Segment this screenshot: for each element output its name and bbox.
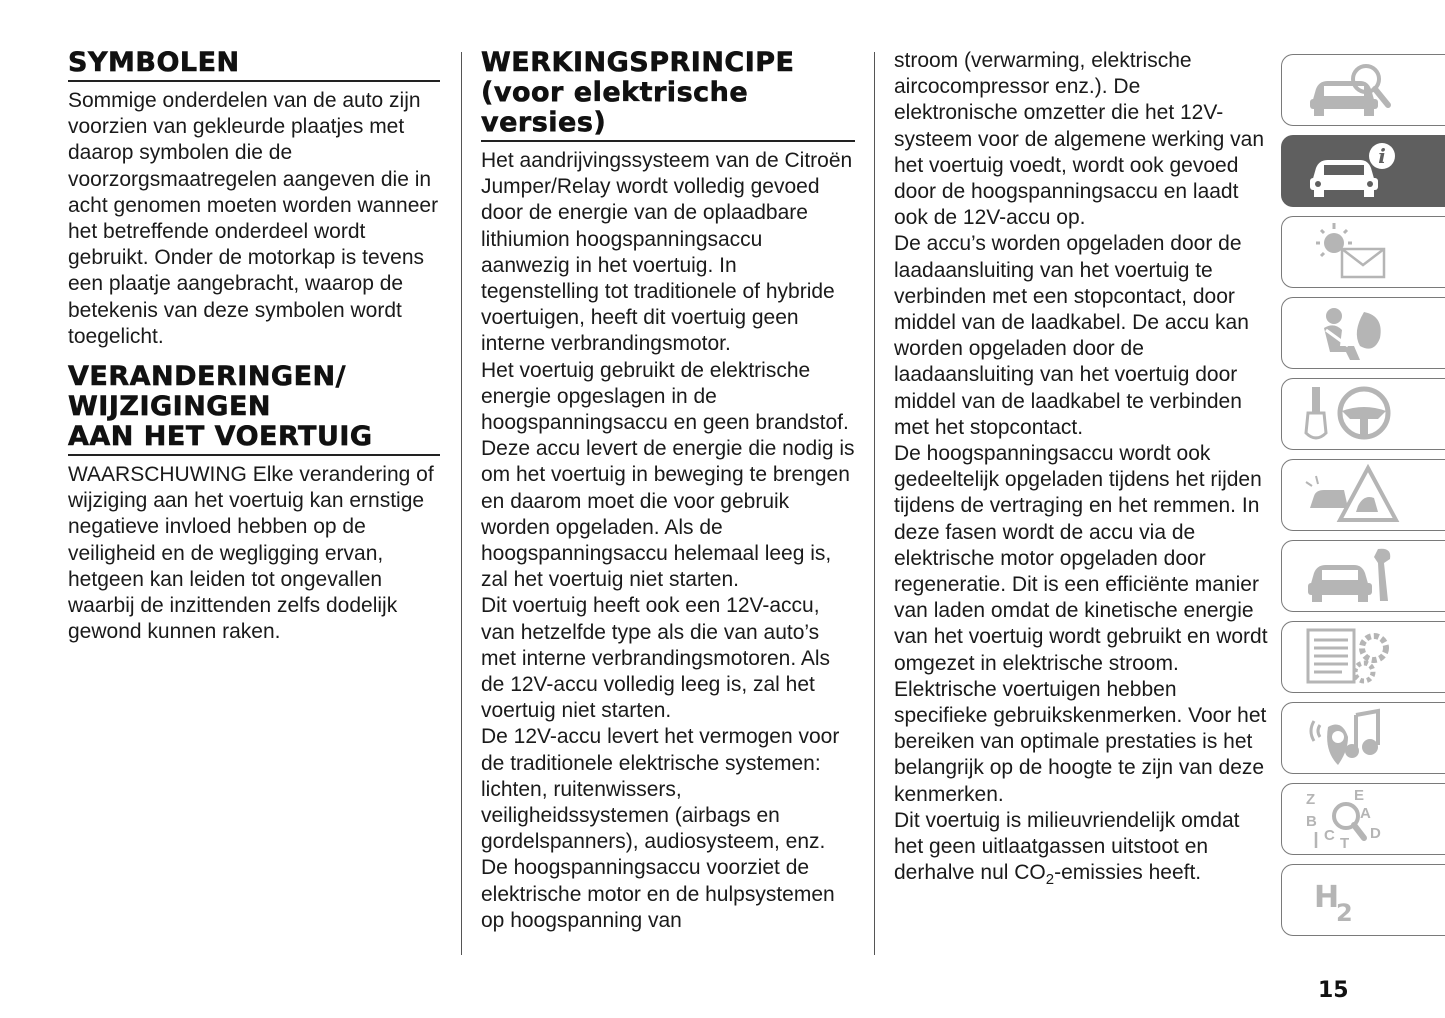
- paragraph-12v-accu: Dit voertuig heeft ook een 12V-accu, van hetzelfde type als die van auto’s met interne verbrandingsmotoren. Als de 12V-accu volledig leeg is, zal het voertuig niet starten.: [481, 594, 831, 723]
- paragraph-milieu: Dit voertuig is milieuvriendelijk omdat het geen uitlaatgassen uitstoot en derhalve nul $CO_2$-emissies heeft.: [894, 808, 1240, 889]
- column-right: [894, 48, 1269, 887]
- tab-maintenance[interactable]: [1281, 540, 1445, 612]
- index-letter-c: C: [1324, 827, 1335, 844]
- svg-text:i: i: [1378, 144, 1386, 168]
- warning-light-message-icon: [1304, 221, 1400, 283]
- tab-key-wheel[interactable]: [1281, 378, 1445, 450]
- tab-specifications[interactable]: [1281, 621, 1445, 693]
- heading-veranderingen: VERANDERINGEN/ WIJZIGINGEN AAN HET VOERTUIG: [68, 362, 440, 456]
- column-divider-right: [874, 52, 875, 955]
- tab-car-search[interactable]: [1281, 54, 1445, 126]
- h2-sub-label: 2: [1336, 899, 1353, 927]
- column-middle: [481, 48, 855, 934]
- h2-main-label: H: [1314, 880, 1340, 915]
- column-left: [68, 48, 440, 645]
- paragraph-symbolen: Sommige onderdelen van de auto zijn voorzien van gekleurde plaatjes met daarop symbolen die de voorzorgsmaatregelen aangeven die in acht genomen moeten worden wanneer het betreffende onderdeel wordt gebruikt. Onder de motorkap is tevens een plaatje aangebracht, waarop de betekenis van deze symbolen wordt toegelicht.: [68, 89, 439, 348]
- heading-symbolen: SYMBOLEN: [68, 48, 440, 82]
- car-info-icon: [1304, 140, 1400, 202]
- index-letter-d: D: [1370, 825, 1381, 842]
- paragraph-aandrijving: Het aandrijvingssysteem van de Citroën Jumper/Relay wordt volledig gevoed door de energie van de oplaadbare lithiumion hoogspanningsaccu aanwezig in het voertuig. In tegenstelling tot traditionele of hybride voertuigen, heeft dit voertuig geen interne verbrandingsmotor.: [481, 149, 853, 356]
- paragraph-regeneratie: De hoogspanningsaccu wordt ook gedeeltelijk opgeladen tijdens het rijden tijdens de vertraging en het remmen. In deze fasen wordt de accu via de elektrische motor opgeladen door regeneratie. Dit is een efficiënte manier van laden omdat de kinetische energie van het voertuig wordt gebruikt en wordt omgezet in elektrische stroom.: [894, 442, 1268, 675]
- car-search-icon: [1304, 59, 1400, 121]
- tab-hydrogen[interactable]: [1281, 864, 1445, 936]
- chapter-tabs: [1281, 54, 1445, 945]
- tab-index[interactable]: [1281, 783, 1445, 855]
- emergency-triangle-icon: [1304, 464, 1400, 526]
- index-letter-t: T: [1340, 835, 1350, 850]
- index-letter-a: A: [1360, 805, 1371, 822]
- paragraph-gebruikskenmerken: Elektrische voertuigen hebben specifieke gebruikskenmerken. Voor het bereiken van optimale prestaties is het belangrijk op de hoogte te zijn van deze kenmerken.: [894, 677, 1267, 806]
- key-steering-wheel-icon: [1304, 383, 1400, 445]
- tab-emergency[interactable]: [1281, 459, 1445, 531]
- alphabetical-index-icon: [1304, 788, 1400, 850]
- paragraph-stroom: stroom (verwarming, elektrische aircocompressor enz.). De elektronische omzetter die het 12V-systeem voor de algemene werking van het voertuig voedt, wordt ook gevoed door de hoogspanningsaccu en laadt ook de 12V-accu op.: [894, 49, 1265, 230]
- multimedia-icon: [1304, 707, 1400, 769]
- paragraph-12v-vermogen: De 12V-accu levert het vermogen voor de traditionele elektrische systemen: lichten, ruitenwissers, veiligheidssystemen (airbags en gordelspanners), audiosysteem, enz.: [481, 725, 840, 854]
- paragraph-waarschuwing: WAARSCHUWING Elke verandering of wijziging aan het voertuig kan ernstige negatieve invloed hebben op de veiligheid en de wegligging ervan, hetgeen kan leiden tot ongevallen waarbij de inzittenden zelfs dodelijk gewond kunnen raken.: [68, 463, 434, 644]
- tab-warning-lights[interactable]: [1281, 216, 1445, 288]
- index-letter-z: Z: [1306, 791, 1316, 808]
- airbag-seat-icon: [1304, 302, 1400, 364]
- specifications-gear-icon: [1304, 626, 1400, 688]
- car-wrench-icon: [1304, 545, 1400, 607]
- heading-werkingsprincipe: WERKINGSPRINCIPE (voor elektrische versies): [481, 48, 855, 142]
- paragraph-opladen: De accu’s worden opgeladen door de laadaansluiting van het voertuig te verbinden met een stopcontact, door middel van de laadkabel. De accu kan worden opgeladen door de laadaansluiting van het voertuig door middel van de laadkabel te verbinden met het stopcontact.: [894, 232, 1249, 439]
- tab-multimedia[interactable]: [1281, 702, 1445, 774]
- index-letter-b: B: [1306, 813, 1317, 830]
- tab-airbag[interactable]: [1281, 297, 1445, 369]
- column-divider-left: [461, 52, 462, 955]
- paragraph-hoogspanning: De hoogspanningsaccu voorziet de elektrische motor en de hulpsystemen op hoogspanning van: [481, 856, 835, 932]
- paragraph-energie: Het voertuig gebruikt de elektrische energie opgeslagen in de hoogspanningsaccu en geen brandstof. Deze accu levert de energie die nodig is om het voertuig in beweging te brengen en daarom moet die voor gebruik worden opgeladen. Als de hoogspanningsaccu helemaal leeg is, zal het voertuig niet starten.: [481, 358, 855, 592]
- tab-car-info[interactable]: [1281, 135, 1445, 207]
- page-number: 15: [1318, 978, 1349, 1003]
- index-letter-e: E: [1354, 788, 1365, 804]
- h2-icon: [1304, 869, 1400, 931]
